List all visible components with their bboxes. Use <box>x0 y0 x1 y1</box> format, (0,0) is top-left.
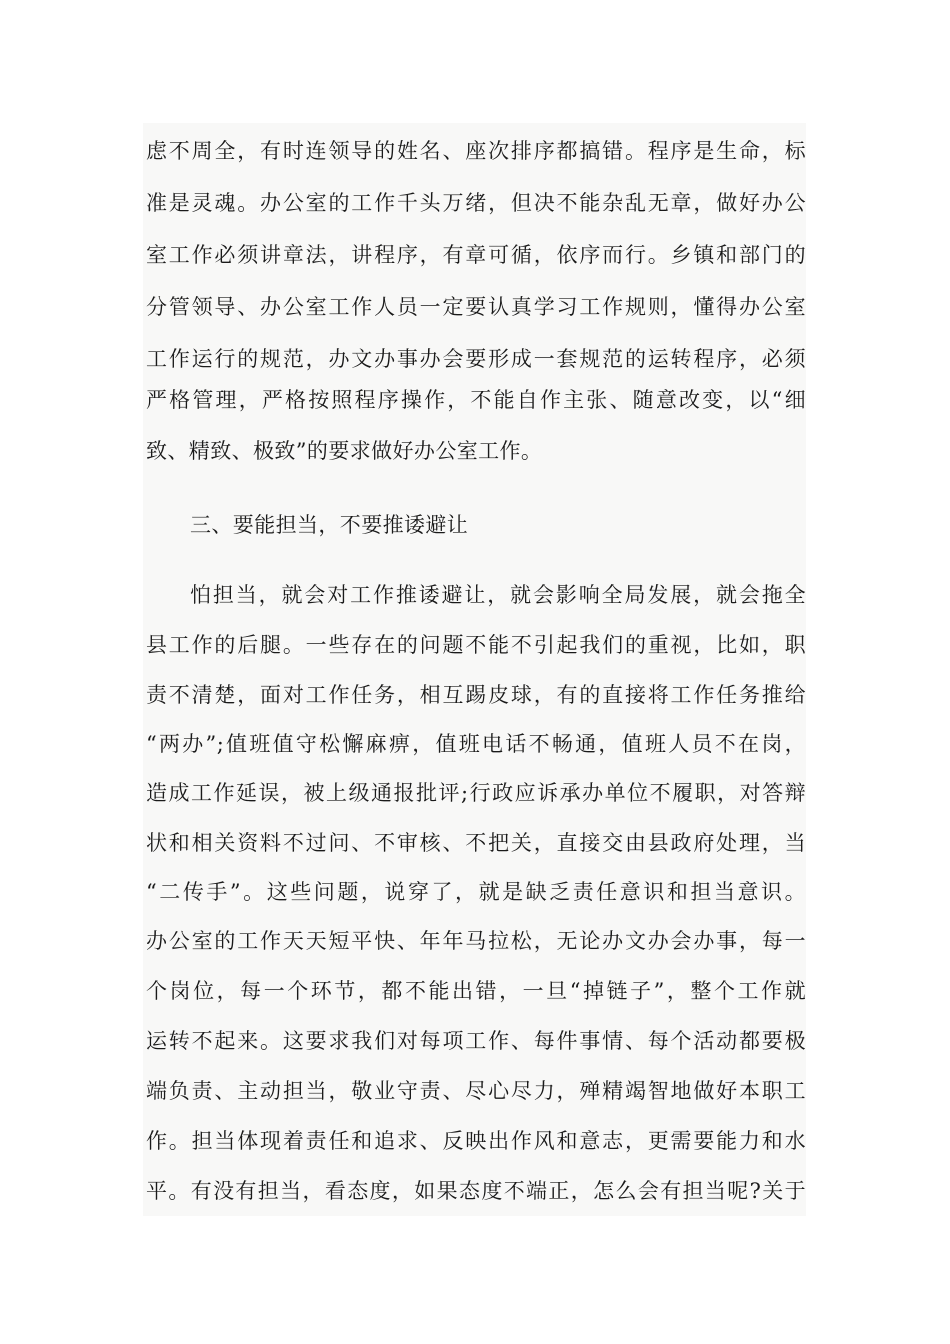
paragraph-1-line-6: 严格管理，严格按照程序操作，不能自作主张、随意改变，以“细 <box>146 388 806 412</box>
paragraph-1-line-3: 室工作必须讲章法，讲程序，有章可循，依序而行。乡镇和部门的 <box>146 243 806 267</box>
paragraph-2-line-10: 运转不起来。这要求我们对每项工作、每件事情、每个活动都要极 <box>146 1029 806 1053</box>
paragraph-1-line-7: 致、精致、极致”的要求做好办公室工作。 <box>146 439 543 463</box>
paragraph-1-line-4: 分管领导、办公室工作人员一定要认真学习工作规则，懂得办公室 <box>146 295 806 319</box>
paragraph-2-line-13: 平。有没有担当，看态度，如果态度不端正，怎么会有担当呢?关于 <box>146 1179 806 1203</box>
paragraph-2-line-11: 端负责、主动担当，敬业守责、尽心尽力，殚精竭智地做好本职工 <box>146 1079 806 1103</box>
paragraph-2-line-6: 状和相关资料不过问、不审核、不把关，直接交由县政府处理，当 <box>146 831 806 855</box>
paragraph-2-line-2: 县工作的后腿。一些存在的问题不能不引起我们的重视，比如，职 <box>146 633 806 657</box>
paragraph-2-line-12: 作。担当体现着责任和追求、反映出作风和意志，更需要能力和水 <box>146 1129 806 1153</box>
paragraph-2-line-7: “二传手”。这些问题，说穿了，就是缺乏责任意识和担当意识。 <box>146 880 806 904</box>
paragraph-2-line-4: “两办”;值班值守松懈麻痹，值班电话不畅通，值班人员不在岗， <box>146 732 806 756</box>
paragraph-2-line-1: 怕担当，就会对工作推诿避让，就会影响全局发展，就会拖全 <box>190 583 806 607</box>
paragraph-2-line-8: 办公室的工作天天短平快、年年马拉松，无论办文办会办事，每一 <box>146 929 806 953</box>
paragraph-1-line-5: 工作运行的规范，办文办事办会要形成一套规范的运转程序，必须 <box>146 347 806 371</box>
section-heading: 三、要能担当，不要推诿避让 <box>190 513 469 537</box>
paragraph-1-line-2: 准是灵魂。办公室的工作千头万绪，但决不能杂乱无章，做好办公 <box>146 191 806 215</box>
paragraph-2-line-9: 个岗位，每一个环节，都不能出错，一旦“掉链子”，整个工作就 <box>146 979 806 1003</box>
paragraph-2-line-3: 责不清楚，面对工作任务，相互踢皮球，有的直接将工作任务推给 <box>146 683 806 707</box>
paragraph-2-line-5: 造成工作延误，被上级通报批评;行政应诉承办单位不履职，对答辩 <box>146 781 806 805</box>
paragraph-1-line-1: 虑不周全，有时连领导的姓名、座次排序都搞错。程序是生命，标 <box>146 139 806 163</box>
